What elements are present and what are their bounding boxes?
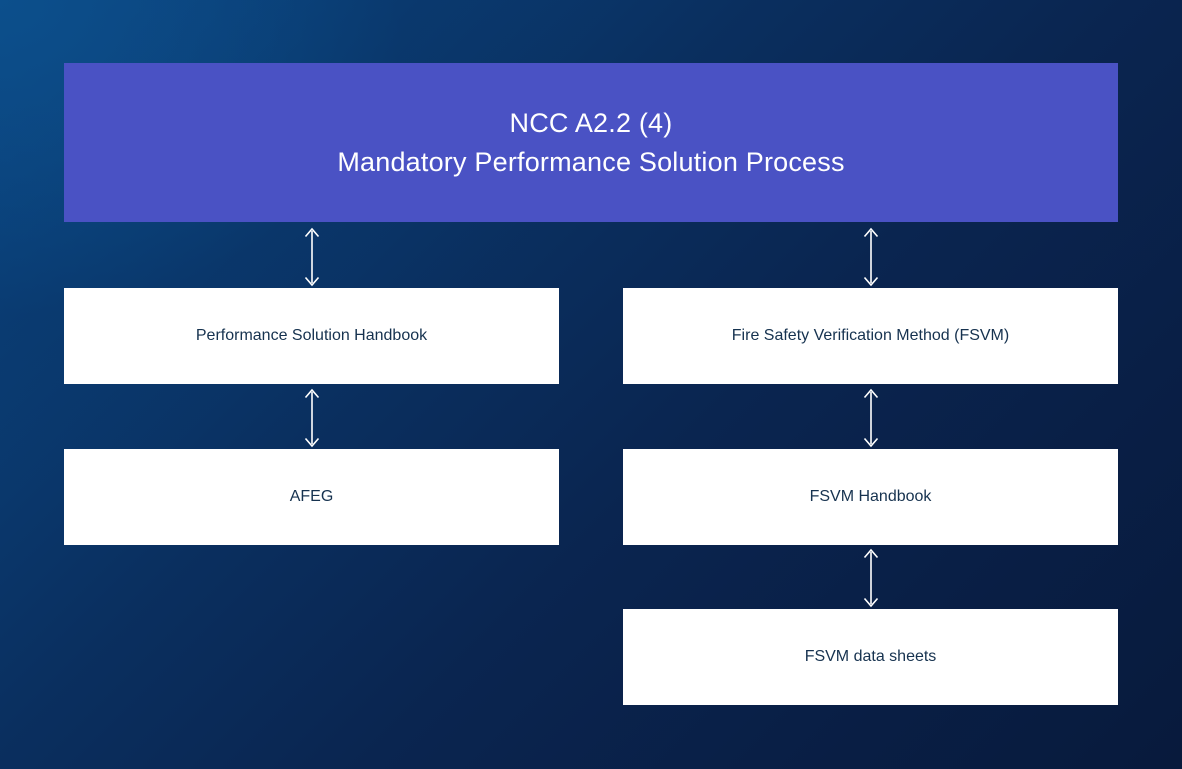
node-performance-solution-handbook (64, 288, 559, 384)
node-label-fire-safety-verification-method: Fire Safety Verification Method (FSVM) (731, 327, 1010, 344)
double-arrow-icon-header-to-fire-safety-verification-method (859, 225, 883, 289)
double-arrow-icon-performance-solution-handbook-to-afeg (300, 386, 324, 450)
node-label-performance-solution-handbook: Performance Solution Handbook (195, 327, 428, 344)
header-title-line-2: Mandatory Performance Solution Process (337, 146, 845, 177)
node-fsvm-handbook (623, 449, 1118, 545)
node-label-fsvm-handbook: FSVM Handbook (809, 488, 932, 505)
node-fire-safety-verification-method (623, 288, 1118, 384)
node-label-fsvm-data-sheets: FSVM data sheets (804, 648, 937, 665)
node-label-afeg: AFEG (289, 488, 334, 505)
header-box-mandatory-performance-solution-process (64, 63, 1118, 222)
header-title-line-1: NCC A2.2 (4) (509, 107, 673, 138)
double-arrow-icon-fsvm-handbook-to-fsvm-data-sheets (859, 546, 883, 610)
node-fsvm-data-sheets (623, 609, 1118, 705)
double-arrow-icon-header-to-performance-solution-handbook (300, 225, 324, 289)
double-arrow-icon-fire-safety-verification-method-to-fsvm-handbook (859, 386, 883, 450)
node-afeg (64, 449, 559, 545)
